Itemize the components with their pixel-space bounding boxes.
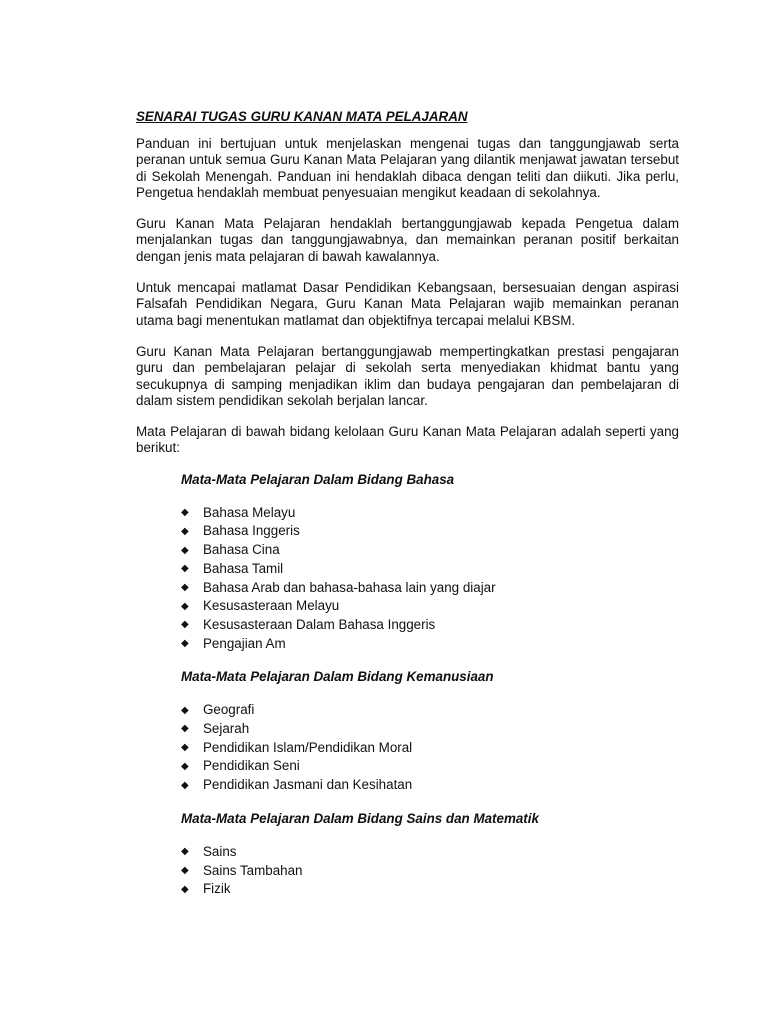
list-item-label: Sains xyxy=(203,843,237,859)
diamond-bullet-icon: ◆ xyxy=(181,581,189,593)
section-sains-matematik xyxy=(181,811,679,899)
section-heading: Mata-Mata Pelajaran Dalam Bidang Sains dan Matematik xyxy=(181,810,539,826)
diamond-bullet-icon: ◆ xyxy=(181,704,189,716)
list-item-label: Pendidikan Seni xyxy=(203,758,300,774)
list-item-label: Bahasa Melayu xyxy=(203,504,296,520)
diamond-bullet-icon: ◆ xyxy=(181,507,189,519)
diamond-bullet-icon: ◆ xyxy=(181,600,189,612)
paragraph-objectives: Untuk mencapai matlamat Dasar Pendidikan Kebangsaan, bersesuaian dengan aspirasi Falsafah Pendidikan Negara, Guru Kanan Mata Pelajaran wajib memainkan peranan utama bagi menentukan matlamat dan objektifnya tercapai melalui KBSM. xyxy=(136,280,679,328)
paragraph-intro: Panduan ini bertujuan untuk menjelaskan mengenai tugas dan tanggungjawab serta peranan untuk semua Guru Kanan Mata Pelajaran yang dilantik menjawat jawatan tersebut di Sekolah Menengah. Panduan ini hendaklah dibaca dengan teliti dan diikuti. Jika perlu, Pengetua hendaklah membuat penyesuaian mengikut keadaan di sekolahnya. xyxy=(136,136,679,200)
list-item xyxy=(181,739,679,758)
list-item-label: Kesusasteraan Dalam Bahasa Inggeris xyxy=(203,616,436,632)
list-item-label: Bahasa Inggeris xyxy=(203,523,300,539)
list-item xyxy=(181,757,679,776)
list-item xyxy=(181,720,679,739)
section-heading: Mata-Mata Pelajaran Dalam Bidang Bahasa xyxy=(181,471,455,487)
list-item xyxy=(181,541,679,560)
list-item-label: Bahasa Cina xyxy=(203,542,280,558)
section-kemanusiaan xyxy=(181,669,679,795)
paragraph-performance: Guru Kanan Mata Pelajaran bertanggungjawab mempertingkatkan prestasi pengajaran guru dan pembelajaran pelajar di sekolah serta menyediakan khidmat bantu yang secukupnya di samping menjadikan iklim dan budaya pengajaran dan pembelajaran di dalam sistem pendidikan sekolah berjalan lancar. xyxy=(136,343,679,408)
diamond-bullet-icon: ◆ xyxy=(181,544,189,556)
list-item xyxy=(181,701,679,720)
diamond-bullet-icon: ◆ xyxy=(181,864,189,876)
subject-list xyxy=(181,701,679,795)
list-item xyxy=(181,616,679,635)
list-item xyxy=(181,635,679,654)
list-item xyxy=(181,579,679,598)
diamond-bullet-icon: ◆ xyxy=(181,742,189,754)
list-item-label: Bahasa Arab dan bahasa-bahasa lain yang diajar xyxy=(203,579,496,595)
list-item xyxy=(181,597,679,616)
list-item-label: Pendidikan Jasmani dan Kesihatan xyxy=(203,777,413,793)
list-item xyxy=(181,504,679,523)
list-item xyxy=(181,843,679,862)
list-item xyxy=(181,862,679,881)
diamond-bullet-icon: ◆ xyxy=(181,723,189,735)
list-item-label: Bahasa Tamil xyxy=(203,560,284,576)
diamond-bullet-icon: ◆ xyxy=(181,619,189,631)
list-item xyxy=(181,522,679,541)
list-item xyxy=(181,776,679,795)
list-item-label: Geografi xyxy=(203,702,255,718)
list-item-label: Sains Tambahan xyxy=(203,862,303,878)
diamond-bullet-icon: ◆ xyxy=(181,883,189,895)
document-title: SENARAI TUGAS GURU KANAN MATA PELAJARAN xyxy=(136,109,468,124)
list-item-label: Kesusasteraan Melayu xyxy=(203,598,340,614)
diamond-bullet-icon: ◆ xyxy=(181,846,189,858)
section-heading: Mata-Mata Pelajaran Dalam Bidang Kemanusiaan xyxy=(181,669,494,685)
document-page xyxy=(136,109,679,915)
section-bahasa xyxy=(181,472,679,654)
paragraph-responsibility: Guru Kanan Mata Pelajaran hendaklah bertanggungjawab kepada Pengetua dalam menjalankan tugas dan tanggungjawabnya, dan memainkan peranan positif berkaitan dengan jenis mata pelajaran di bawah kawalannya. xyxy=(136,216,679,264)
subject-list xyxy=(181,504,679,654)
subject-list xyxy=(181,843,679,899)
list-item xyxy=(181,560,679,579)
diamond-bullet-icon: ◆ xyxy=(181,760,189,772)
diamond-bullet-icon: ◆ xyxy=(181,638,189,650)
list-item xyxy=(181,880,679,899)
paragraph-subjects-intro: Mata Pelajaran di bawah bidang kelolaan Guru Kanan Mata Pelajaran adalah seperti yang berikut: xyxy=(136,424,679,456)
list-item-label: Pengajian Am xyxy=(203,635,286,651)
list-item-label: Sejarah xyxy=(203,721,250,737)
diamond-bullet-icon: ◆ xyxy=(181,779,189,791)
list-item-label: Pendidikan Islam/Pendidikan Moral xyxy=(203,739,413,755)
diamond-bullet-icon: ◆ xyxy=(181,525,189,537)
diamond-bullet-icon: ◆ xyxy=(181,563,189,575)
list-item-label: Fizik xyxy=(203,881,231,897)
